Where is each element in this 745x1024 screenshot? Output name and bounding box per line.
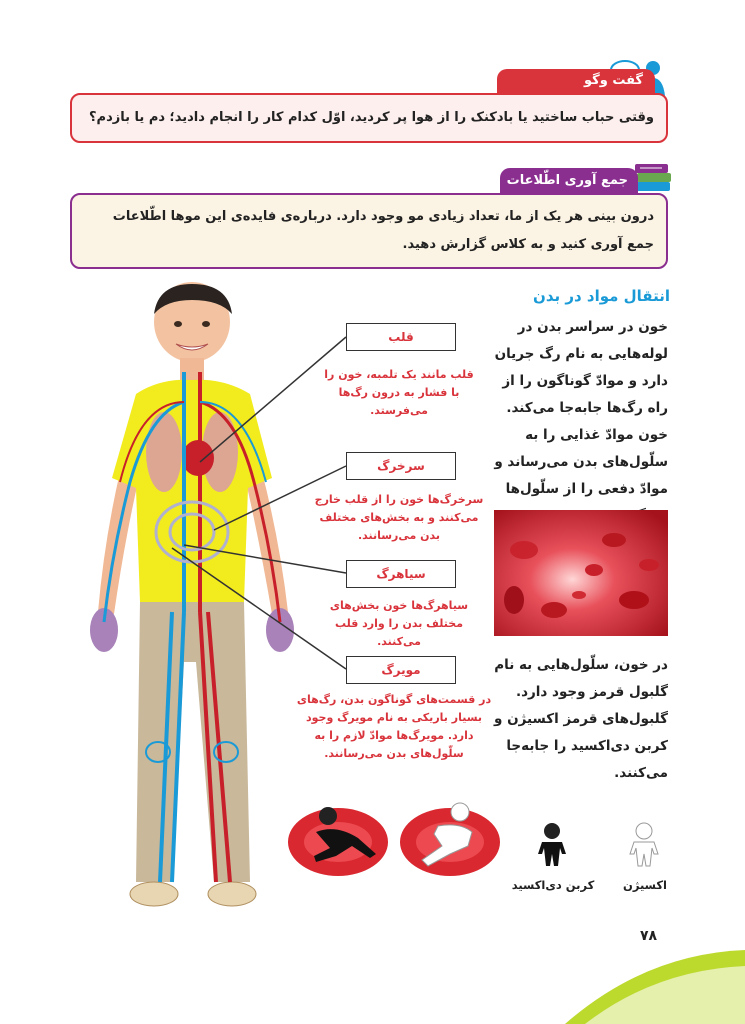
artery-description: سرخرگ‌ها خون را از قلب خارج می‌کنند و به بخش‌های مختلف بدن می‌رسانند. bbox=[314, 493, 484, 542]
section-title: انتقال مواد در بدن bbox=[533, 287, 670, 305]
co2-legend-label: کربن دی‌اکسید bbox=[511, 878, 595, 892]
info-gathering-title: جمع آوری اطّلاعات bbox=[500, 168, 638, 193]
capillary-description: در قسمت‌های گوناگون بدن، رگ‌های بسیار باریکی به نام مویرگ وجود دارد. مویرگ‌ها موادّ لازم را به سلّول‌های بدن می‌رسانند. bbox=[296, 693, 492, 760]
capillary-label: مویرگ bbox=[346, 656, 456, 684]
red-blood-cell-oxygen bbox=[398, 800, 502, 878]
vein-description: سیاهرگ‌ها خون بخش‌های مختلف بدن را وارد قلب می‌کنند. bbox=[329, 599, 469, 648]
heart-label: قلب bbox=[346, 323, 456, 351]
artery-label: سرخرگ bbox=[346, 452, 456, 480]
page-corner-decoration bbox=[565, 944, 745, 1024]
vein-label: سیاهرگ bbox=[346, 560, 456, 588]
info-gathering-text: درون بینی هر یک از ما، تعداد زیادی مو وجود دارد. درباره‌ی فایده‌ی این موها اطّلاعات جمع آوری کنید و به کلاس گزارش دهید. bbox=[70, 193, 668, 269]
heart-description: قلب مانند یک تلمبه، خون را با فشار به درون رگ‌ها می‌فرستد. bbox=[324, 368, 474, 417]
red-blood-cell-co2 bbox=[286, 802, 390, 878]
discussion-question: وقتی حباب ساختید یا بادکنک را از هوا پر کردید، اوّل کدام کار را انجام دادید؛ دم یا بازدم؟ bbox=[70, 93, 668, 143]
discussion-title: گفت وگو bbox=[497, 69, 655, 93]
red-blood-cells-paragraph: در خون، سلّول‌هایی به نام گلبول قرمز وجود دارد. گلبول‌های قرمز اکسیژن و کربن دی‌اکسید را جابه‌جا می‌کنند. bbox=[494, 657, 668, 781]
co2-figure-icon bbox=[532, 822, 572, 868]
transport-paragraph: خون در سراسر بدن در لوله‌هایی به نام رگ جریان دارد و موادّ گوناگون را از راه رگ‌ها جابه‌جا می‌کند. خون موادّ غذایی را به سلّول‌های بدن می‌رساند و موادّ دفعی را از سلّول‌ها bbox=[494, 319, 668, 497]
oxygen-legend-label: اکسیژن bbox=[623, 878, 667, 892]
oxygen-figure-icon bbox=[624, 822, 664, 868]
page-number: ۷۸ bbox=[640, 928, 658, 944]
